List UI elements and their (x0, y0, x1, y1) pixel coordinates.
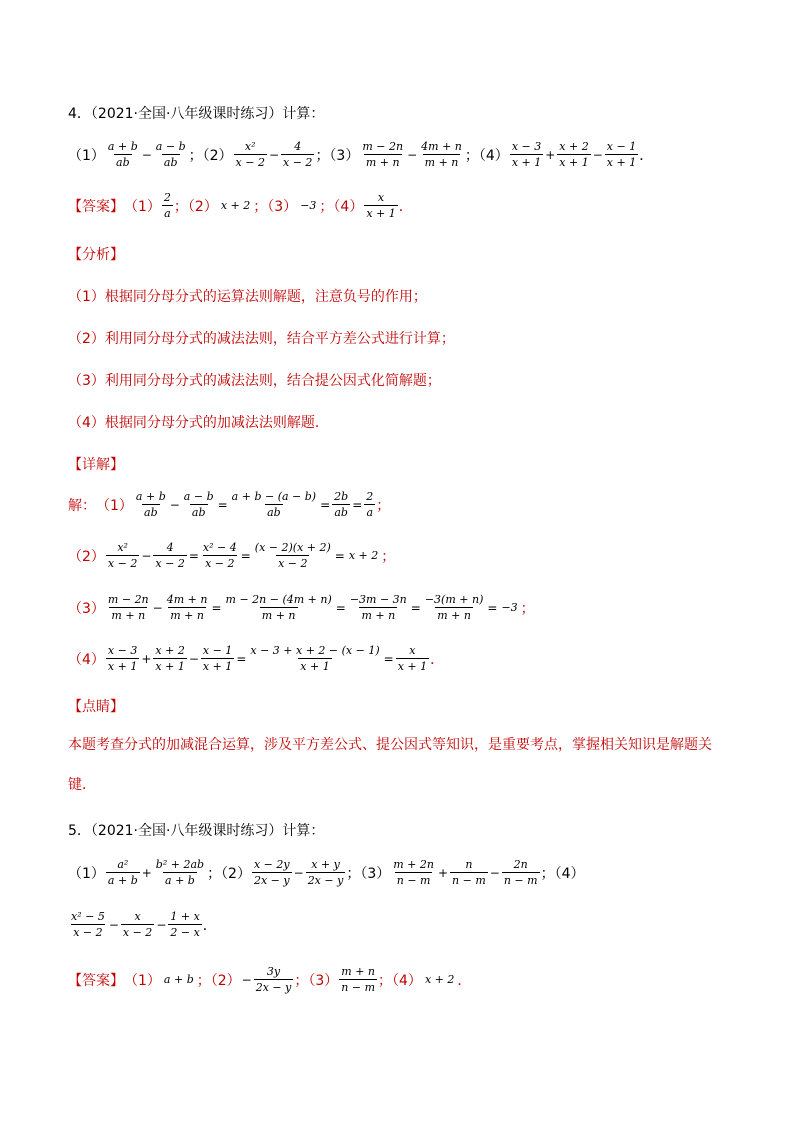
fraction: $\frac{-3(m + n)}{m + n}$ (424, 593, 484, 622)
q4-comment-label: 【点睛】 (68, 699, 124, 715)
fraction: $\frac{x}{x - 2}$ (122, 910, 153, 939)
q5-answer: 【答案】 （1） a + b ；（2） − $\frac{3y}{2x - y}$ ；（3） m + n n − m ；（4） x + 2 ． (68, 965, 472, 994)
detail-step-2: （2） x² x − 2 − $\frac{4}{x - 2}$ = $\frac{\text{x² − 4}}{x - 2}$ = $\frac{(x - 2)(x + 2)}{x - 2}$ = x + 2 ； (68, 541, 396, 570)
q4-problems: （1） a + b ab − $\frac{a - b}{ab}$ ；（2） x² x − 2 − $\frac{4}{x - 2}$ ；（3） m − 2n m + n − $\frac{4m + n}{m + n}$ ；（4） x − 3 x + 1 + $\frac{x + 2}{x + 1}$ − $\frac{x - 1}{x + 1}$ ． (68, 140, 654, 169)
q4-detail-label: 【详解】 (68, 457, 124, 473)
fraction: m + n n − m (341, 965, 376, 994)
fraction: $\frac{x - 1}{x + 1}$ (202, 644, 233, 673)
fraction: x² x − 2 (107, 541, 138, 570)
fraction: x² − 5 x − 2 (71, 910, 105, 939)
fraction: x x + 1 (366, 191, 396, 220)
analysis-item: （3）利用同分母分式的减法法则，结合提公因式化简解题； (68, 373, 441, 389)
fraction: $\frac{m - 2n - (4m + n)}{m + n}$ (225, 593, 332, 622)
fraction: $\frac{x}{x + 1}$ (397, 644, 428, 673)
fraction: $\frac{x + 2}{x + 1}$ (155, 644, 185, 673)
fraction: $\frac{2b}{ab}$ (334, 490, 349, 519)
fraction: $\frac{x + y}{2x - y}$ (307, 858, 344, 887)
fraction: $\frac{\text{x² − 4}}{x - 2}$ (202, 541, 237, 570)
q5-problems-row2: x² − 5 x − 2 − $\frac{x}{x - 2}$ − $\frac{1 + x}{2 - x}$ ． (71, 910, 217, 939)
detail-step-1: 解： （1） a + b ab − $\frac{a - b}{ab}$ = $\frac{a + b - (a - b)}{ab}$ = $\frac{2b}{ab}$ = $\frac{2}{a}$ ； (68, 490, 391, 519)
q4-analysis-label: 【分析】 (68, 247, 124, 263)
detail-step-3: （3） m − 2n m + n − $\frac{4m + n}{m + n}$ = $\frac{m - 2n - (4m + n)}{m + n}$ = $\frac{-3m - 3n}{m + n}$ = $\frac{-3(m + n)}{m + n}$ = −3 ； (68, 593, 535, 622)
fraction: $\frac{4}{x - 2}$ (155, 541, 185, 570)
fraction: $\frac{a + b - (a - b)}{ab}$ (231, 490, 317, 519)
analysis-item: （2）利用同分母分式的减法法则，结合平方差公式进行计算； (68, 331, 455, 347)
fraction: a² a + b (107, 858, 138, 887)
fraction: $\frac{(x - 2)(x + 2)}{x - 2}$ (254, 541, 331, 570)
fraction: $\frac{4m + n}{m + n}$ (421, 140, 462, 169)
fraction: $\frac{x - 1}{x + 1}$ (606, 140, 637, 169)
detail-step-4: （4） x − 3 x + 1 + $\frac{x + 2}{x + 1}$ − $\frac{x - 1}{x + 1}$ = $\frac{x - 3 + x + 2 - (x - 1)}{x + 1}$ = $\frac{x}{x + 1}$ ． (68, 644, 445, 673)
fraction: $\frac{-3m - 3n}{m + n}$ (349, 593, 407, 622)
q5-problems-row1: （1） a² a + b + $\frac{\text{b² + 2ab}}{a + b}$ ；（2） x − 2y 2x − y − $\frac{x + y}{2x - y}$ ；（3） m + 2n n − m + $\frac{n}{n - m}$ − $\frac{2n}{n - m}$ ；（4） (68, 858, 585, 887)
fraction: x − 3 x + 1 (107, 644, 138, 673)
fraction: $\frac{a - b}{ab}$ (155, 140, 186, 169)
fraction: $\frac{2}{a}$ (366, 490, 374, 519)
fraction: m − 2n m + n (107, 593, 149, 622)
analysis-item: （4）根据同分母分式的加减法法则解题． (68, 415, 329, 431)
fraction: $\frac{x - 3 + x + 2 - (x - 1)}{x + 1}$ (250, 644, 380, 673)
fraction: $\frac{4}{x - 2}$ (283, 140, 313, 169)
q4-header: 4．（2021·全国·八年级课时练习）计算： (68, 106, 325, 122)
fraction: a + b ab (107, 140, 138, 169)
fraction: x² x − 2 (235, 140, 265, 169)
fraction: $\frac{n}{n - m}$ (452, 858, 486, 887)
fraction: $\frac{a - b}{ab}$ (183, 490, 214, 519)
analysis-item: （1）根据同分母分式的运算法则解题，注意负号的作用； (68, 289, 427, 305)
q4-answer: 【答案】 （1） 2 a ；（2） x + 2 ；（3） −3 ；（4） x x + 1 ． (68, 191, 413, 220)
fraction: $\frac{3y}{2x - y}$ (255, 965, 292, 994)
fraction: x − 2y 2x − y (253, 858, 290, 887)
fraction: x − 3 x + 1 (511, 140, 542, 169)
fraction: $\frac{x + 2}{x + 1}$ (559, 140, 589, 169)
fraction: $\frac{\text{b² + 2ab}}{a + b}$ (155, 858, 205, 887)
fraction: $\frac{1 + x}{2 - x}$ (170, 910, 200, 939)
fraction: $\frac{2n}{n - m}$ (503, 858, 538, 887)
fraction: $\frac{4m + n}{m + n}$ (166, 593, 208, 622)
fraction: a + b ab (135, 490, 166, 519)
fraction: m + 2n n − m (393, 858, 434, 887)
fraction: 2 a (163, 191, 171, 220)
q4-comment-text: 本题考查分式的加减混合运算，涉及平方差公式、提公因式等知识，是重要考点，掌握相关知识是解题关键． (68, 737, 712, 793)
q5-header: 5．（2021·全国·八年级课时练习）计算： (68, 823, 325, 839)
fraction: m − 2n m + n (362, 140, 404, 169)
